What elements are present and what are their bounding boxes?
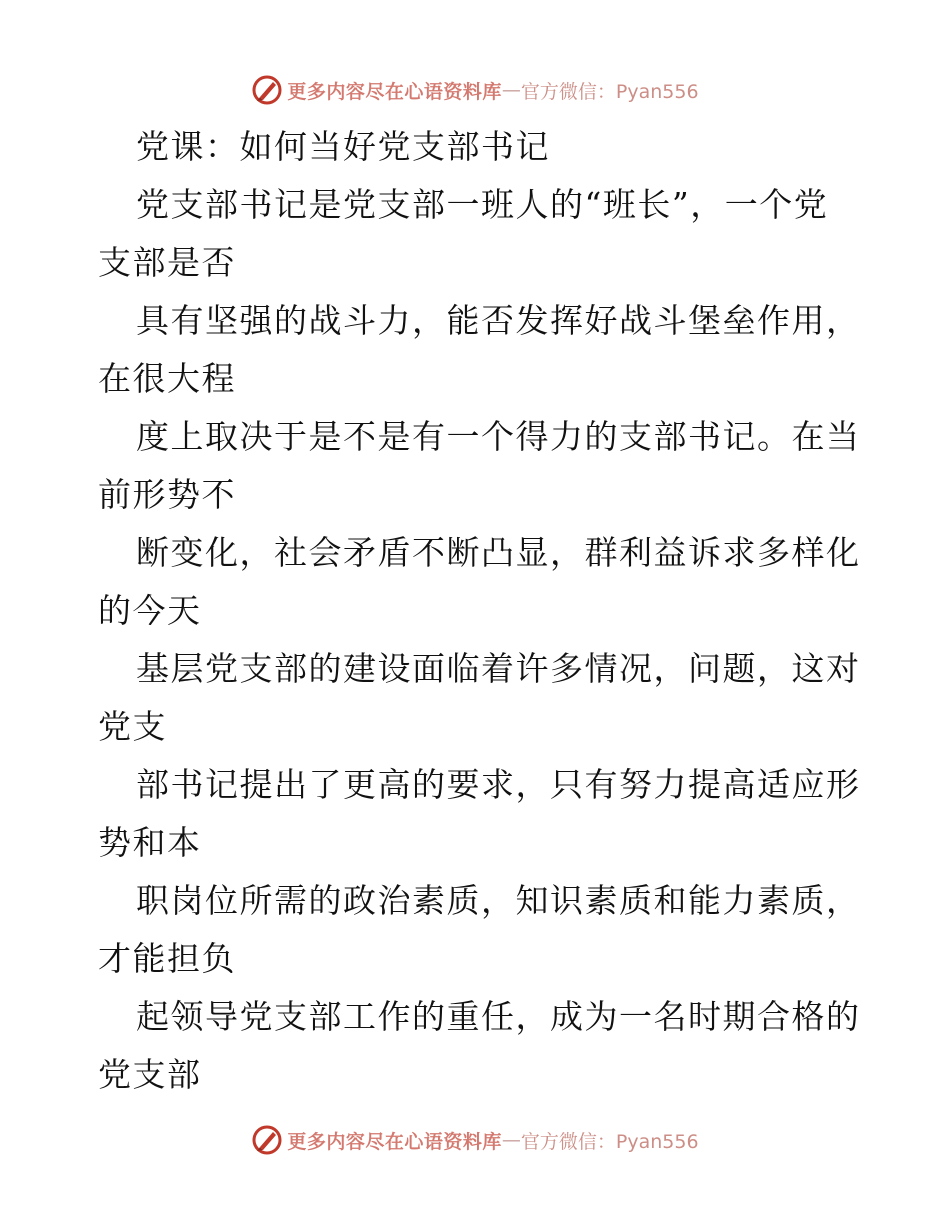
text-line: 在很大程 bbox=[98, 359, 236, 398]
text-line: 职岗位所需的政治素质，知识素质和能力素质， bbox=[136, 881, 861, 920]
banner-separator: — bbox=[501, 79, 521, 101]
pen-circle-logo-icon bbox=[251, 1124, 283, 1156]
pen-circle-logo-icon bbox=[251, 74, 283, 106]
text-line: 部书记提出了更高的要求，只有努力提高适应形 bbox=[136, 765, 861, 804]
text-line: 势和本 bbox=[98, 823, 202, 862]
text-line: 具有坚强的战斗力，能否发挥好战斗堡垒作用， bbox=[136, 301, 861, 340]
banner-wechat: 官方微信：Pyan556 bbox=[520, 80, 699, 103]
banner-text: 更多内容尽在心语资料库 bbox=[287, 80, 502, 103]
banner-text: 更多内容尽在心语资料库 bbox=[287, 1130, 502, 1153]
text-line: 党支部书记是党支部一班人的“班长”，一个党 bbox=[136, 185, 829, 224]
text-line: 才能担负 bbox=[98, 939, 236, 978]
banner-wechat: 官方微信：Pyan556 bbox=[520, 1130, 699, 1153]
text-line: 的今天 bbox=[98, 591, 202, 630]
text-line: 度上取决于是不是有一个得力的支部书记。在当 bbox=[136, 417, 861, 456]
text-line: 支部是否 bbox=[98, 243, 236, 282]
text-line: 党课：如何当好党支部书记 bbox=[136, 127, 550, 166]
text-line: 基层党支部的建设面临着许多情况，问题，这对 bbox=[136, 649, 861, 688]
document-body bbox=[98, 118, 861, 1104]
header-banner bbox=[0, 72, 950, 108]
footer-banner bbox=[0, 1122, 950, 1158]
banner-separator: — bbox=[501, 1129, 521, 1151]
text-line: 前形势不 bbox=[98, 475, 236, 514]
text-line: 断变化，社会矛盾不断凸显，群利益诉求多样化 bbox=[136, 533, 861, 572]
text-line: 起领导党支部工作的重任，成为一名时期合格的 bbox=[136, 997, 861, 1036]
text-line: 党支部 bbox=[98, 1055, 202, 1094]
text-line: 党支 bbox=[98, 707, 167, 746]
